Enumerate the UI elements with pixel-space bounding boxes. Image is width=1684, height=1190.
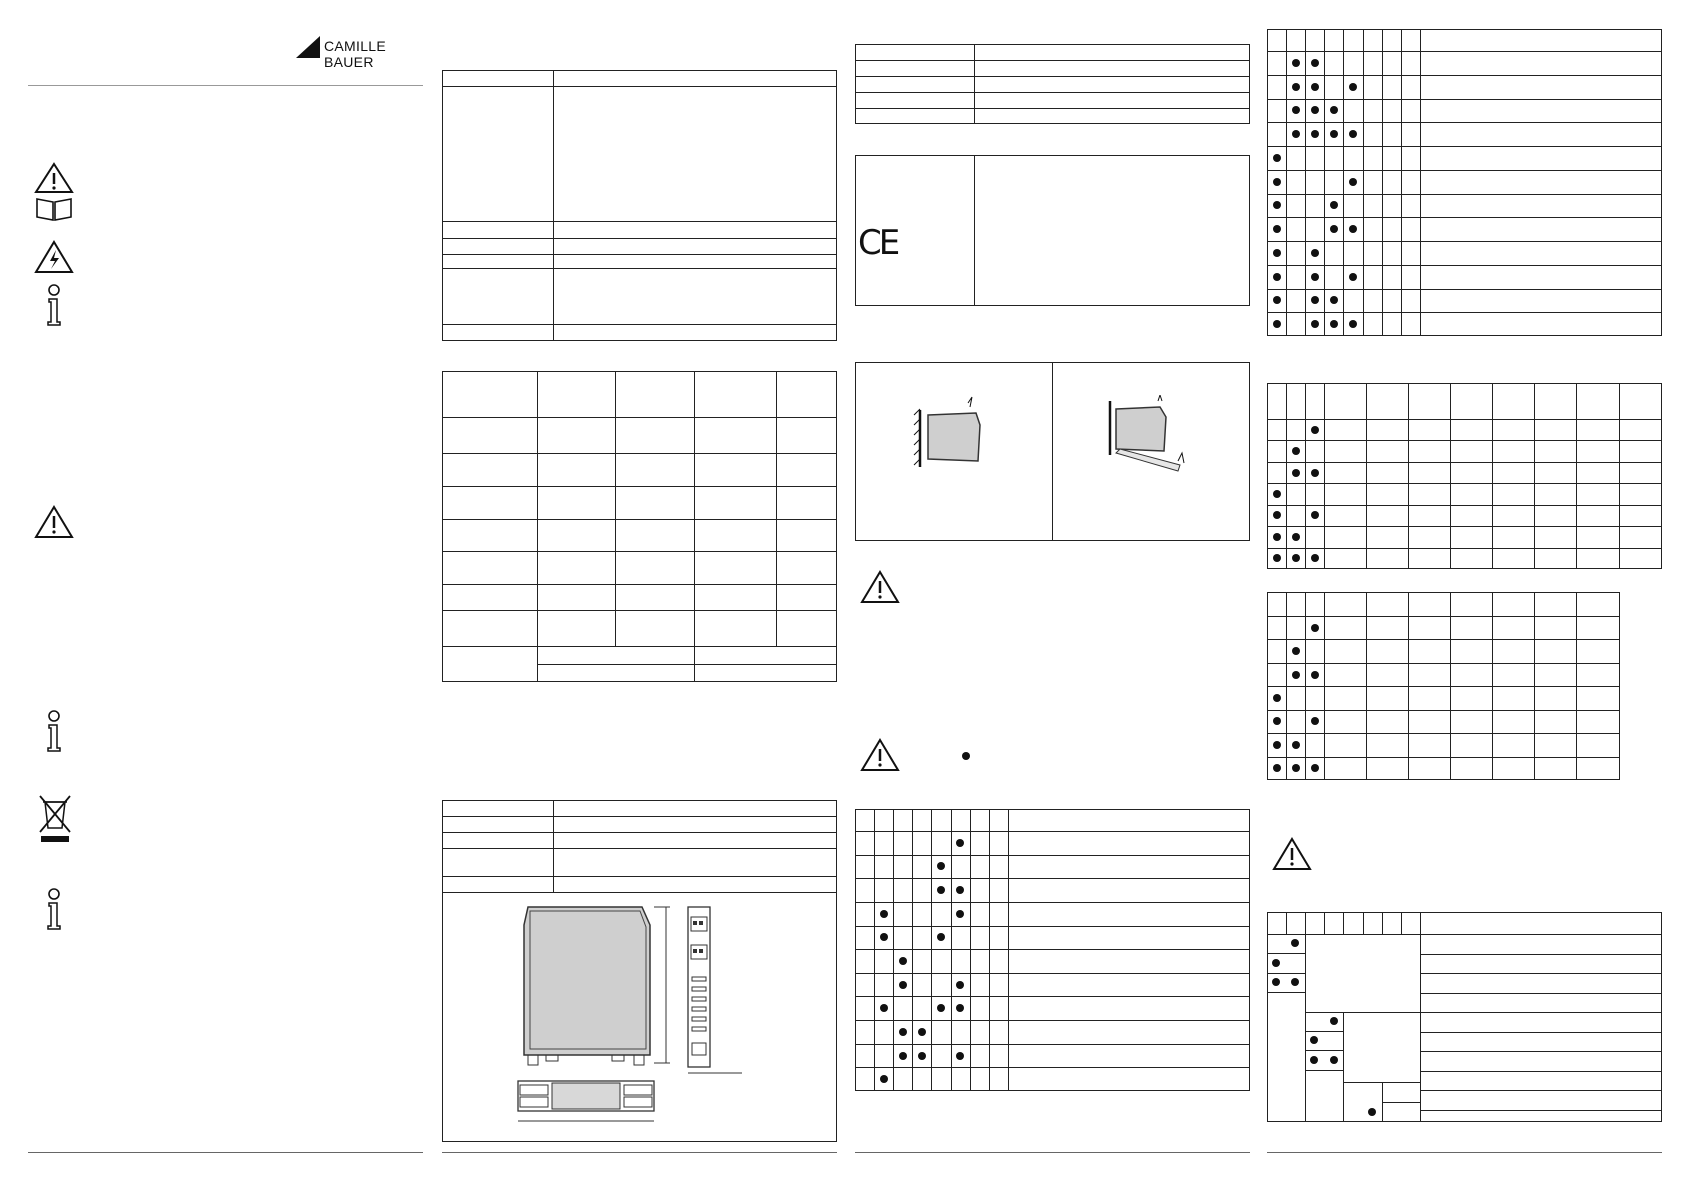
matrix-row-rule [855,855,1250,856]
switch-on-dot [1311,624,1319,632]
matrix-row-rule [855,996,1250,997]
matrix-row-rule [1267,99,1662,100]
warning-icon [860,738,900,772]
matrix-row-rule [1267,992,1305,993]
matrix-row-rule [1420,1110,1662,1111]
table-row-rule [442,324,837,325]
table-row-rule [442,584,837,585]
switch-on-dot [1311,764,1319,772]
table-row-rule [442,453,837,454]
matrix-frame [1267,383,1662,569]
matrix-row-rule [1267,548,1662,549]
switch-on-dot [1368,1108,1376,1116]
matrix-row-rule [1420,1071,1662,1072]
spec-table-d [855,44,1250,124]
matrix-col-rule [1619,383,1620,569]
brand-logo [296,36,426,70]
matrix-row-rule [855,949,1250,950]
table-row-rule [442,876,837,877]
switch-on-dot [1311,671,1319,679]
switch-on-dot [1330,1056,1338,1064]
matrix-row-rule [1267,75,1662,76]
switch-on-dot [1311,249,1319,257]
switch-on-dot [1292,106,1300,114]
switch-on-dot [1273,320,1281,328]
switch-on-dot [1292,447,1300,455]
matrix-row-rule [855,878,1250,879]
switch-matrix-p4d [1267,912,1662,1122]
switch-on-dot [1311,469,1319,477]
switch-on-dot [899,1028,907,1036]
matrix-col-rule [1343,912,1344,934]
table-row-rule [855,92,1250,93]
table-row-rule [442,832,837,833]
ce-mark: CE [858,223,898,263]
table-row-rule [442,519,837,520]
matrix-row-rule [855,1067,1250,1068]
table-divider [553,800,554,892]
switch-on-dot [1311,554,1319,562]
table-row-rule [537,664,837,665]
table-row-rule [442,238,837,239]
shock-hazard-icon [34,240,74,274]
matrix-row-rule [1267,289,1662,290]
switch-on-dot [1311,106,1319,114]
switch-on-dot [880,1075,888,1083]
switch-on-dot [880,910,888,918]
legend-dot [962,752,970,760]
switch-matrix-p4b [1267,383,1662,569]
switch-on-dot [1273,694,1281,702]
footer-rule [1267,1152,1662,1153]
matrix-row-rule [1267,710,1620,711]
table-row-rule [442,486,837,487]
matrix-col-rule [1324,912,1325,934]
table-row-rule [442,848,837,849]
matrix-row-rule [1267,170,1662,171]
switch-on-dot [1311,83,1319,91]
matrix-row-rule [1267,462,1662,463]
table-row-rule [442,551,837,552]
switch-on-dot [1273,296,1281,304]
matrix-row-rule [855,902,1250,903]
switch-on-dot [1272,959,1280,967]
matrix-col-rule [1324,383,1325,569]
matrix-row-rule [1267,663,1620,664]
switch-on-dot [1292,647,1300,655]
matrix-col-rule [1363,912,1364,934]
matrix-col-rule [1401,912,1402,934]
matrix-row-rule [855,926,1250,927]
info-icon [44,710,64,752]
matrix-row-rule [1267,973,1305,974]
matrix-col-rule [1286,383,1287,569]
switch-on-dot [1273,764,1281,772]
table-row-rule [442,646,837,647]
switch-on-dot [1311,273,1319,281]
matrix-row-rule [1420,954,1662,955]
switch-on-dot [956,910,964,918]
matrix-row-rule [1267,122,1662,123]
matrix-row-rule [1267,312,1662,313]
table-divider [974,155,975,306]
warning-icon [34,505,74,539]
matrix-row-rule [1305,1031,1343,1032]
switch-on-dot [1273,201,1281,209]
switch-on-dot [1273,490,1281,498]
switch-on-dot [1292,671,1300,679]
switch-on-dot [1273,154,1281,162]
switch-on-dot [1292,83,1300,91]
switch-on-dot [1292,59,1300,67]
switch-on-dot [1273,273,1281,281]
matrix-col-rule [1408,383,1409,569]
switch-on-dot [1273,554,1281,562]
switch-on-dot [1273,178,1281,186]
warning-icon [1272,837,1312,871]
switch-on-dot [1273,225,1281,233]
switch-matrix-p3 [855,809,1250,1091]
matrix-row-rule [1420,1012,1662,1013]
matrix-header-rule [1267,51,1662,52]
table-divider [776,371,777,646]
matrix-header-rule [1267,934,1662,935]
table-row-rule [442,816,837,817]
table-row-rule [442,268,837,269]
matrix-col-rule [1534,383,1535,569]
matrix-row-rule [1305,1012,1420,1013]
din-rail-removal-drawing [1100,395,1210,475]
table-row-rule [855,108,1250,109]
dimension-drawing [442,893,837,1141]
matrix-col-rule [1382,912,1383,934]
matrix-header-rule [855,831,1250,832]
table-row-rule [442,610,837,611]
switch-on-dot [1292,533,1300,541]
switch-on-dot [1310,1056,1318,1064]
switch-on-dot [1272,978,1280,986]
matrix-col-rule [1576,383,1577,569]
table-divider [974,44,975,124]
table-row-rule [855,60,1250,61]
switch-on-dot [956,1052,964,1060]
matrix-row-rule [1267,440,1662,441]
matrix-row-rule [1267,483,1662,484]
switch-on-dot [1292,741,1300,749]
conformity-table [855,155,1250,306]
matrix-row-rule [1382,1102,1420,1103]
matrix-row-rule [1305,1070,1343,1071]
table-row-rule [442,221,837,222]
matrix-row-rule [1267,686,1620,687]
matrix-header-rule [1267,419,1662,420]
matrix-col-rule [1450,383,1451,569]
table-row-rule [442,254,837,255]
table-row-rule [855,76,1250,77]
matrix-col-rule [1305,934,1306,1122]
switch-on-dot [1291,939,1299,947]
switch-on-dot [1292,554,1300,562]
matrix-row-rule [1267,505,1662,506]
switch-on-dot [1292,764,1300,772]
warning-icon [860,570,900,604]
info-icon [44,888,64,930]
switch-matrix-p4a [1267,29,1662,336]
switch-on-dot [1273,741,1281,749]
switch-on-dot [1273,511,1281,519]
matrix-row-rule [855,973,1250,974]
switch-on-dot [1311,130,1319,138]
info-icon [44,284,64,326]
footer-rule [28,1152,423,1153]
switch-on-dot [899,957,907,965]
switch-on-dot [1349,273,1357,281]
matrix-row-rule [1420,993,1662,994]
switch-on-dot [1311,296,1319,304]
matrix-row-rule [1267,953,1305,954]
warning-manual-icon [34,162,74,222]
footer-rule [855,1152,1250,1153]
matrix-header-rule [1267,616,1620,617]
matrix-row-rule [1267,241,1662,242]
switch-on-dot [1349,178,1357,186]
switch-on-dot [880,1004,888,1012]
matrix-row-rule [1305,1050,1343,1051]
switch-on-dot [1291,978,1299,986]
switch-on-dot [918,1052,926,1060]
switch-on-dot [1330,1017,1338,1025]
switch-on-dot [1311,511,1319,519]
switch-on-dot [956,839,964,847]
matrix-col-rule [1305,383,1306,569]
spec-table-a [442,70,837,341]
switch-on-dot [1310,1036,1318,1044]
table-row-rule [442,86,837,87]
matrix-row-rule [1267,757,1620,758]
footer-rule [442,1152,837,1153]
switch-on-dot [1292,130,1300,138]
switch-on-dot [1311,717,1319,725]
matrix-row-rule [1267,217,1662,218]
matrix-col-rule [1305,912,1306,934]
switch-on-dot [1273,249,1281,257]
matrix-col-rule [1343,1012,1344,1122]
header-rule [28,85,423,86]
matrix-row-rule [1420,973,1662,974]
switch-on-dot [1273,533,1281,541]
switch-on-dot [899,1052,907,1060]
switch-on-dot [1311,59,1319,67]
table-row-rule [442,417,837,418]
matrix-row-rule [855,1020,1250,1021]
matrix-row-rule [1420,1051,1662,1052]
table-divider [553,70,554,341]
switch-on-dot [1273,717,1281,725]
din-rail-mounting-drawing [900,395,1020,475]
switch-on-dot [1292,469,1300,477]
matrix-row-rule [1267,265,1662,266]
matrix-col-rule [1366,383,1367,569]
table-divider [1052,362,1053,541]
switch-on-dot [956,981,964,989]
switch-on-dot [880,933,888,941]
brand-triangle-icon [296,36,322,58]
switch-on-dot [899,981,907,989]
matrix-col-rule [1286,912,1287,934]
switch-matrix-p4c [1267,592,1620,780]
switch-on-dot [918,1028,926,1036]
switch-on-dot [1311,320,1319,328]
matrix-col-rule [1492,383,1493,569]
weee-bin-icon [38,794,72,842]
matrix-row-rule [1267,526,1662,527]
matrix-row-rule [1267,146,1662,147]
matrix-row-rule [1420,1032,1662,1033]
brand-name: CAMILLE BAUER [324,38,387,70]
matrix-row-rule [1420,1090,1662,1091]
switch-on-dot [1311,426,1319,434]
table-divider [615,371,616,646]
matrix-row-rule [1343,1082,1420,1083]
switch-on-dot [1349,83,1357,91]
matrix-row-rule [1267,639,1620,640]
matrix-row-rule [1267,194,1662,195]
matrix-row-rule [855,1044,1250,1045]
matrix-row-rule [1267,733,1620,734]
